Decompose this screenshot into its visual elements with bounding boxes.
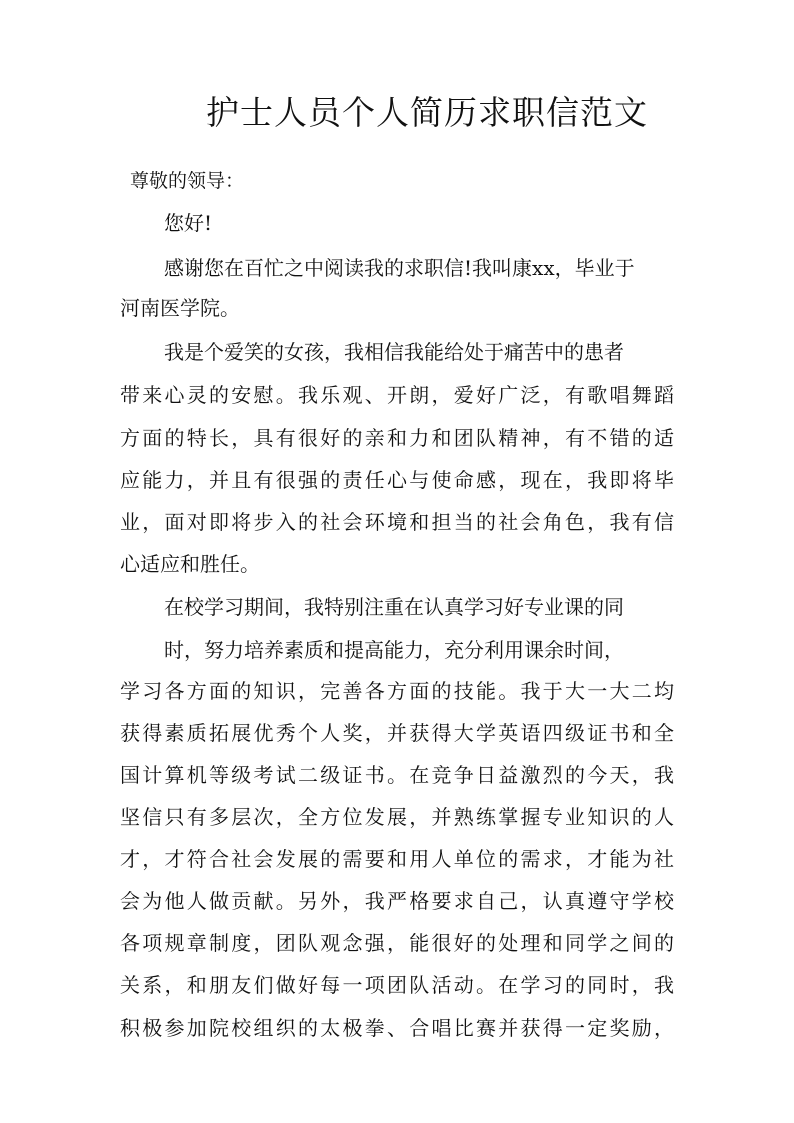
body-line: 国计算机等级考试二级证书。在竞争日益激烈的今天，我 [120, 763, 674, 787]
body-line: 学习各方面的知识，完善各方面的技能。我于大一大二均 [120, 679, 674, 703]
body-line: 河南医学院。 [120, 296, 240, 320]
body-line: 获得素质拓展优秀个人奖，并获得大学英语四级证书和全 [120, 721, 674, 745]
body-line: 业，面对即将步入的社会环境和担当的社会角色，我有信 [120, 510, 674, 534]
body-line: 关系，和朋友们做好每一项团队活动。在学习的同时，我 [120, 973, 674, 997]
greeting: 您好! [164, 211, 213, 235]
body-line: 各项规章制度，团队观念强，能很好的处理和同学之间的 [120, 931, 674, 955]
body-line: 心适应和胜任。 [120, 552, 260, 576]
document-title: 护士人员个人简历求职信范文 [206, 93, 648, 132]
body-line: 在校学习期间，我特别注重在认真学习好专业课的同 [164, 595, 624, 619]
body-line: 感谢您在百忙之中阅读我的求职信!我叫康xx，毕业于 [164, 256, 635, 280]
body-line: 方面的特长，具有很好的亲和力和团队精神，有不错的适 [120, 426, 674, 450]
body-line: 我是个爱笑的女孩，我相信我能给处于痛苦中的患者 [164, 340, 624, 364]
salutation: 尊敬的领导： [130, 170, 245, 192]
body-line: 带来心灵的安慰。我乐观、开朗，爱好广泛，有歌唱舞蹈 [120, 383, 674, 407]
body-line: 应能力，并且有很强的责任心与使命感，现在，我即将毕 [120, 468, 674, 492]
body-line: 坚信只有多层次，全方位发展，并熟练掌握专业知识的人 [120, 805, 674, 829]
body-line: 才，才符合社会发展的需要和用人单位的需求，才能为社 [120, 847, 674, 871]
body-line: 积极参加院校组织的太极拳、合唱比赛并获得一定奖励， [120, 1016, 674, 1040]
body-line: 时，努力培养素质和提高能力，充分利用课余时间， [164, 638, 624, 662]
body-line: 会为他人做贡献。另外，我严格要求自己，认真遵守学校 [120, 889, 674, 913]
